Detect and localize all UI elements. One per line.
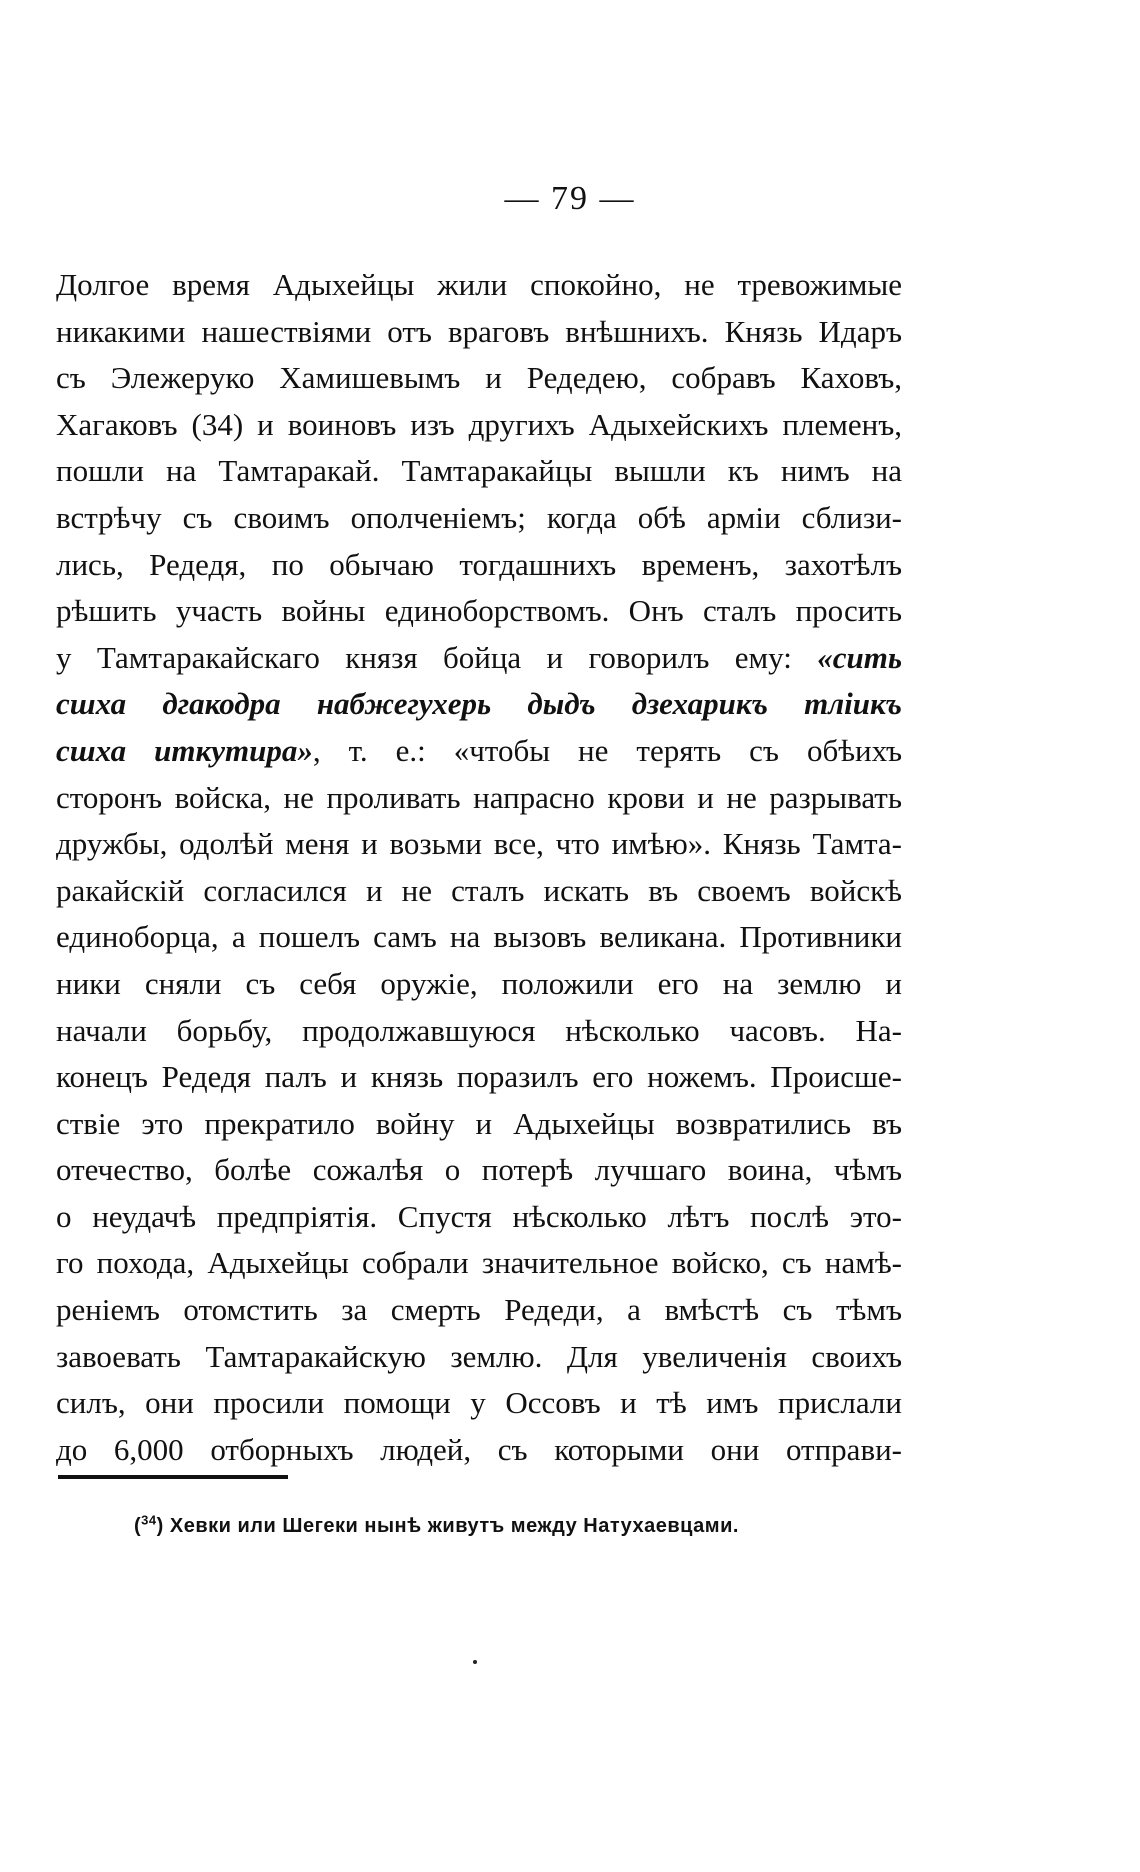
text-line: завоевать Тамтаракайскую землю. Для увеличенія своихъ (56, 1338, 902, 1374)
text-line: лись, Редедя, по обычаю тогдашнихъ временъ, захотѣлъ (56, 546, 902, 582)
footnote-number: 34 (141, 1512, 157, 1528)
text-line: ствіе это прекратило войну и Адыхейцы возвратились въ (56, 1105, 902, 1141)
text-line: силъ, они просили помощи у Оссовъ и тѣ имъ прислали (56, 1385, 902, 1421)
quoted-speech: сшха дгакодра набжегухерь дыдъ дзехарикъ тліикъ (56, 686, 902, 722)
text-fragment: у Тамтаракайскаго князя бойца и говорилъ ему: (56, 639, 792, 675)
text-line: ракайскій согласился и не сталъ искать въ своемъ войскѣ (56, 872, 902, 908)
text-line: рѣшить участь войны единоборствомъ. Онъ сталъ просить (56, 593, 902, 629)
text-line: съ Элежеруко Хамишевымъ и Редедею, собравъ Каховъ, (56, 360, 902, 396)
text-line: конецъ Редедя палъ и князь поразилъ его ножемъ. Происше- (56, 1059, 902, 1095)
text-line (56, 728, 902, 775)
text-line: сторонъ войска, не проливать напрасно крови и не разрывать (56, 779, 902, 815)
text-fragment: , т. е.: «чтобы не терять съ обѣихъ (312, 732, 902, 768)
footnote-open: ( (134, 1515, 142, 1537)
text-line: до 6,000 отборныхъ людей, съ которыми они отправи- (56, 1431, 902, 1467)
footnote-close: ) (156, 1515, 164, 1537)
footnote-text: Хевки или Шегеки нынѣ живутъ между Натухаевцами. (169, 1515, 739, 1537)
text-line: о неудачѣ предпріятія. Спустя нѣсколько лѣтъ послѣ это- (56, 1198, 902, 1234)
ink-speck (473, 1660, 477, 1664)
text-line: реніемъ отомстить за смерть Редеди, а вмѣстѣ съ тѣмъ (56, 1292, 902, 1328)
text-line: никакими нашествіями отъ враговъ внѣшнихъ. Князь Идаръ (56, 313, 902, 349)
text-line (56, 402, 902, 449)
text-line: го похода, Адыхейцы собрали значительное войско, съ намѣ- (56, 1245, 902, 1281)
text-line (56, 635, 902, 682)
text-line: пошли на Тамтаракай. Тамтаракайцы вышли къ нимъ на (56, 453, 902, 489)
text-line: Долгое время Адыхейцы жили спокойно, не тревожимые (56, 267, 902, 302)
footnote-reference: (34) (191, 406, 244, 442)
text-fragment: Хагаковъ (56, 406, 178, 442)
text-line: единоборца, а пошелъ самъ на вызовъ великана. Противники (56, 919, 902, 955)
footnote (134, 1512, 739, 1538)
text-line (56, 681, 902, 728)
page-number: — 79 — (504, 180, 636, 217)
text-line: дружбы, одолѣй меня и возьми все, что имѣю». Князь Тамта- (56, 826, 902, 862)
text-line: отечество, болѣе сожалѣя о потерѣ лучшаго воина, чѣмъ (56, 1152, 902, 1188)
text-body (56, 262, 902, 1473)
text-line: встрѣчу съ своимъ ополченіемъ; когда обѣ арміи сблизи- (56, 499, 902, 535)
quoted-speech: «сить (817, 639, 902, 675)
text-line: начали борьбу, продолжавшуюся нѣсколько часовъ. На- (56, 1012, 902, 1048)
quoted-speech: сшха иткутира» (56, 732, 313, 768)
footnote-divider (58, 1475, 288, 1479)
text-line: ники сняли съ себя оружіе, положили его на землю и (56, 965, 902, 1001)
text-fragment: и воиновъ изъ другихъ Адыхейскихъ племенъ, (257, 406, 902, 442)
